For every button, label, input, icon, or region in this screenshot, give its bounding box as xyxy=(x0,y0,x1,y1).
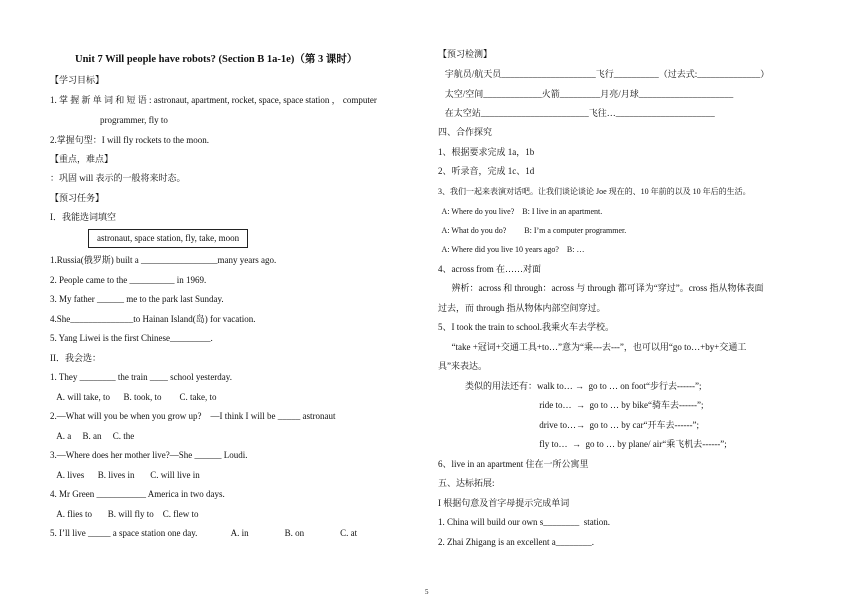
choice-question: 2.—What will you be when you grow up? —I think I will be _____ astronaut xyxy=(50,411,336,421)
lesson-title: Unit 7 Will people have robots? (Section B 1a-1e)（第 3 课时） xyxy=(75,54,358,65)
task-heading: I 根据句意及首字母提示完成单词 xyxy=(438,498,570,508)
dialog-line: A: Where did you live 10 years ago? B: … xyxy=(438,245,585,254)
section-1-heading: I．我能选词填空 xyxy=(50,212,116,222)
fill-item: 3. My father ______ me to the park last Sunday. xyxy=(50,294,224,304)
choice-question: 1. They ________ the train ____ school yesterday. xyxy=(50,372,232,382)
similar-usage-line: ride to… → go to … by bike“骑车去------”; xyxy=(438,400,704,410)
section-4-heading: 四、合作探究 xyxy=(438,127,493,137)
explanation-line: 具”来表达。 xyxy=(438,361,487,371)
check-line: 在太空站________________________飞往…______________________ xyxy=(438,108,715,118)
check-line: 宇航员/航天员_____________________飞行__________（过去式:______________） xyxy=(438,69,770,79)
section-2-heading: II．我会选： xyxy=(50,353,101,363)
dialog-line: A: What do you do? B: I’m a computer programmer. xyxy=(438,226,627,235)
goal-2: 2.掌握句型：I will fly rockets to the moon. xyxy=(50,135,209,145)
choice-question: 5. I’ll live _____ a space station one day. A. in B. on C. at xyxy=(50,528,358,538)
preview-heading: 【预习任务】 xyxy=(50,193,105,203)
explanation-line: 辨析：across 和 through：across 与 through 都可译为“穿过”。cross 指从物体表面 xyxy=(438,283,764,293)
explore-item: 4、across from 在……对面 xyxy=(438,264,541,274)
explore-item: 1、根据要求完成 1a，1b xyxy=(438,147,535,157)
section-5-heading: 五、达标拓展: xyxy=(438,478,495,488)
similar-usage-line: fly to… → go to … by plane/ air“乘飞机去------”; xyxy=(438,439,727,449)
similar-usage-line: drive to…→ go to … by car“开车去------”; xyxy=(438,420,699,430)
explanation-line: 过去，而 through 指从物体内部空间穿过。 xyxy=(438,303,606,313)
goals-heading: 【学习目标】 xyxy=(50,75,105,85)
choice-question: 3.—Where does her mother live?—She ______ Loudi. xyxy=(50,450,248,460)
explore-item: 5、I took the train to school.我乘火车去学校。 xyxy=(438,322,614,332)
explore-item: 6、live in an apartment 住在一所公寓里 xyxy=(438,459,589,469)
page-number: 5 xyxy=(425,588,429,596)
fill-item: 1.Russia(俄罗斯) built a _________________many years ago. xyxy=(50,255,277,265)
choice-options: A. a B. an C. the xyxy=(50,431,135,441)
explore-item: 2、听录音，完成 1c、1d xyxy=(438,166,535,176)
dialog-line: A: Where do you live? B: I live in an apartment. xyxy=(438,207,603,216)
similar-usage-line: 类似的用法还有：walk to… → go to … on foot“步行去------”; xyxy=(438,381,702,391)
keypoints-text: ：巩固 will 表示的一般将来时态。 xyxy=(50,173,186,183)
word-box: astronaut, space station, fly, take, moon xyxy=(88,229,248,248)
task-item: 1. China will build our own s________ station. xyxy=(438,517,610,527)
task-item: 2. Zhai Zhigang is an excellent a________. xyxy=(438,537,594,547)
explanation-line: “take +冠词+交通工具+to…”意为“乘---去---”，也可以用“go to…+by+交通工 xyxy=(438,342,747,352)
explore-item: 3、我们一起来表演对话吧。让我们谈论谈论 Joe 现在的、10 年前的以及 10 年后的生活。 xyxy=(438,187,751,196)
check-heading: 【预习检测】 xyxy=(438,49,493,59)
fill-item: 4.She______________to Hainan Island(岛) for vacation. xyxy=(50,314,256,324)
choice-question: 4. Mr Green ___________ America in two days. xyxy=(50,489,225,499)
keypoints-heading: 【重点，难点】 xyxy=(50,154,114,164)
goal-1-continued: programmer, fly to xyxy=(100,115,168,125)
choice-options: A. will take, to B. took, to C. take, to xyxy=(50,392,217,402)
fill-item: 5. Yang Liwei is the first Chinese_________. xyxy=(50,333,213,343)
choice-options: A. flies to B. will fly to C. flew to xyxy=(50,509,199,519)
goal-1: 1. 掌 握 新 单 词 和 短 语 : astronaut, apartment, rocket, space, space station ， computer xyxy=(50,95,377,105)
choice-options: A. lives B. lives in C. will live in xyxy=(50,470,200,480)
fill-item: 2. People came to the __________ in 1969. xyxy=(50,275,207,285)
check-line: 太空/空间_____________火箭_________月亮/月球_____________________ xyxy=(438,89,734,99)
